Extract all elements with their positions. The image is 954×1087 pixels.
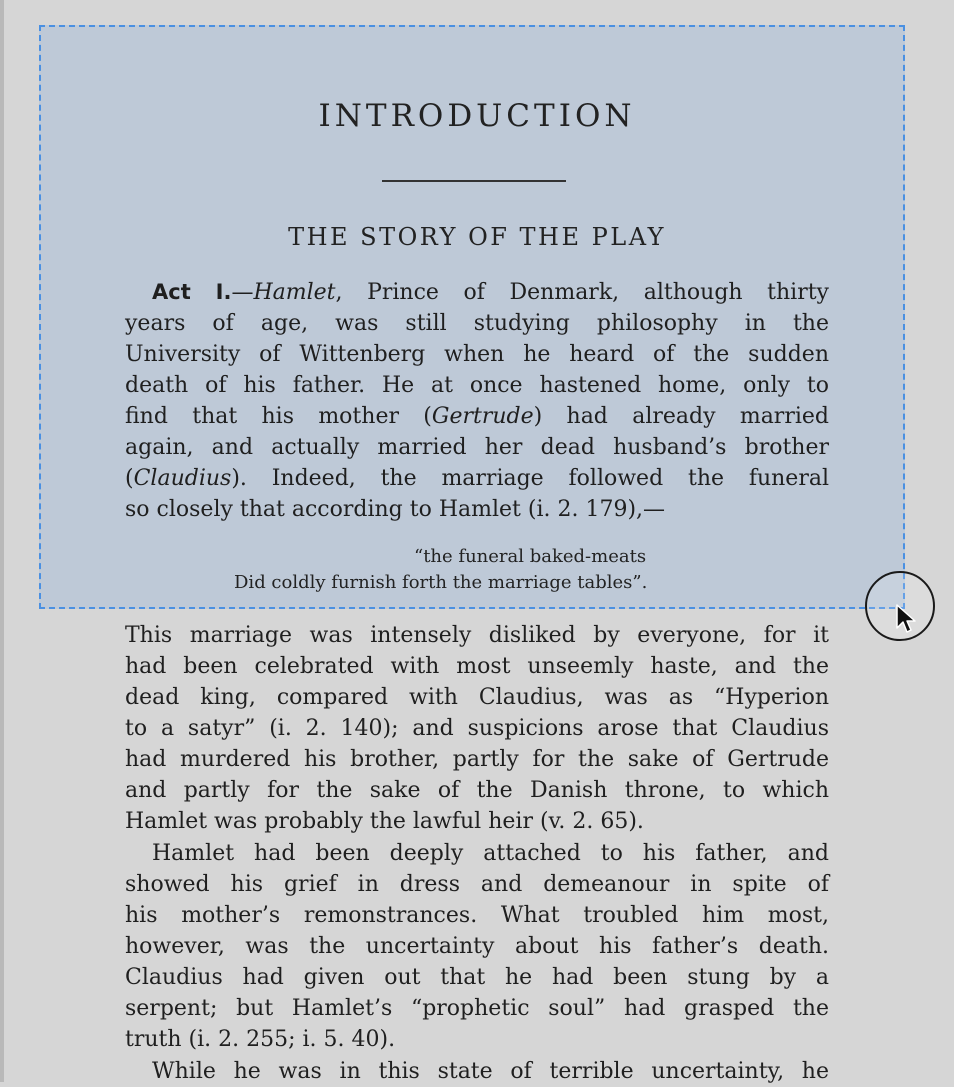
text-span: ( <box>125 466 134 491</box>
text-span: , Prince of Denmark, although thirty <box>335 280 829 305</box>
text-line: had been celebrated with most unseemly haste, and the <box>125 654 829 679</box>
arrow-cursor-icon <box>896 604 918 636</box>
text-line: however, was the uncertainty about his father’s death. <box>125 934 829 959</box>
text-line: had murdered his brother, partly for the sake of Gertrude <box>125 747 829 772</box>
text-line: and partly for the sake of the Danish throne, to which <box>125 778 829 803</box>
dash: — <box>231 280 254 305</box>
text-line: his mother’s remonstrances. What troubled him most, <box>125 903 829 928</box>
text-line: serpent; but Hamlet’s “prophetic soul” had grasped the <box>125 996 829 1021</box>
text-line: Claudius had given out that he had been stung by a <box>125 965 829 990</box>
text-span: ). Indeed, the marriage followed the funeral <box>231 466 829 491</box>
text-line: again, and actually married her dead husband’s brother <box>125 435 829 460</box>
text-line: so closely that according to Hamlet (i. 2. 179),— <box>125 497 666 522</box>
text-line: to a satyr” (i. 2. 140); and suspicions arose that Claudius <box>125 716 829 741</box>
text-line: Hamlet had been deeply attached to his father, and <box>152 841 829 866</box>
text-span: ) had already married <box>533 404 829 429</box>
gertrude-italic: Gertrude <box>431 404 534 429</box>
text-line <box>125 401 829 432</box>
text-line: While he was in this state of terrible uncertainty, he <box>152 1059 829 1084</box>
section-subtitle: THE STORY OF THE PLAY <box>288 223 666 251</box>
text-line: years of age, was still studying philosophy in the <box>125 311 829 336</box>
quote-line: “the funeral baked-meats <box>414 546 647 567</box>
page-title: INTRODUCTION <box>318 98 636 134</box>
text-line: death of his father. He at once hastened home, only to <box>125 373 829 398</box>
text-line: showed his grief in dress and demeanour in spite of <box>125 872 829 897</box>
text-line: This marriage was intensely disliked by everyone, for it <box>125 623 829 648</box>
text-span: find that his mother ( <box>125 404 432 429</box>
text-line <box>125 277 829 308</box>
text-line: truth (i. 2. 255; i. 5. 40). <box>125 1027 396 1052</box>
hamlet-italic: Hamlet <box>253 280 336 305</box>
claudius-italic: Claudius <box>133 466 232 491</box>
act-label: Act I. <box>152 280 232 304</box>
text-line: dead king, compared with Claudius, was as “Hyperion <box>125 685 829 710</box>
title-divider <box>382 180 566 182</box>
text-line: Hamlet was probably the lawful heir (v. 2. 65). <box>125 809 644 834</box>
text-line: University of Wittenberg when he heard of the sudden <box>125 342 829 367</box>
text-line <box>125 463 829 494</box>
quote-line: Did coldly furnish forth the marriage tables”. <box>234 572 648 593</box>
